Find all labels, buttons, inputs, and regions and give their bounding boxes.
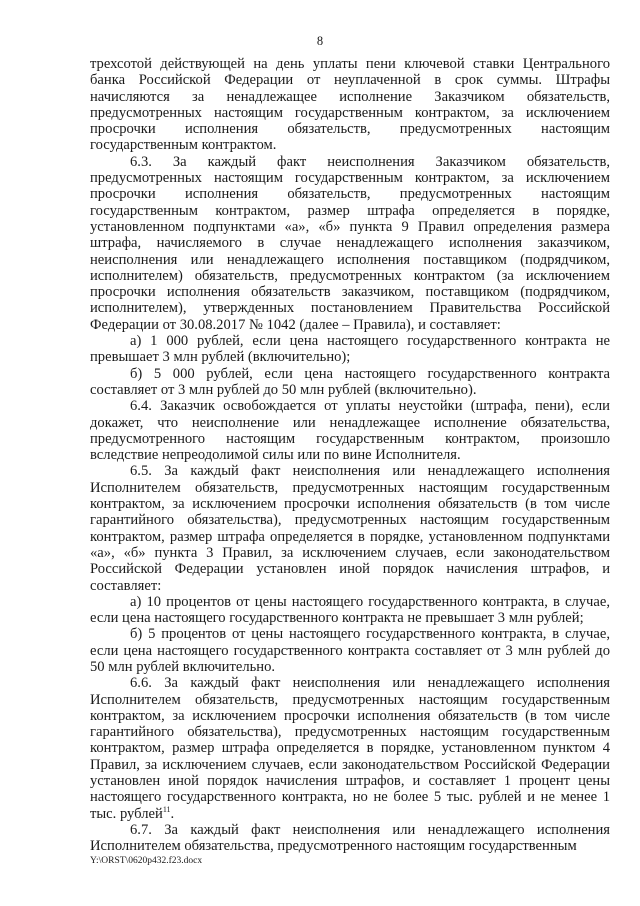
footer-file-path: Y:\ORST\0620p432.f23.docx — [90, 856, 203, 866]
paragraph-6-3-a: а) 1 000 рублей, если цена настоящего государственного контракта не превышает 3 млн рублей (включительно); — [90, 333, 610, 366]
paragraph-6-7: 6.7. За каждый факт неисполнения или ненадлежащего исполнения Исполнителем обязательства, предусмотренного настоящим государственным — [90, 821, 610, 855]
paragraph-6-5-a: а) 10 процентов от цены настоящего государственного контракта, в случае, если цена настоящего государственного контракта не превышает 3 млн рублей; — [90, 593, 610, 627]
paragraph-6-6-text: 6.6. За каждый факт неисполнения или ненадлежащего исполнения Исполнителем обязательств, предусмотренных настоящим государственным контрактом, за исключением просрочки исполнения обязательств (в том числе гарантийного обязательства), предусмотренных настоящим государственным контрактом, размер штрафа определяется в порядке, установленном пунктом 4 Правил, за исключением случаев, если законодательством Российской Федерации установлен иной порядок начисления штрафов, и составляет 1 процент цены настоящего государственного контракта, но не более 5 тыс. рублей и не менее 1 тыс. рублей — [90, 675, 610, 822]
paragraph-6-5-b: б) 5 процентов от цены настоящего государственного контракта, в случае, если цена настоящего государственного контракта составляет от 3 млн рублей до 50 млн рублей включительно. — [90, 626, 610, 675]
document-body — [90, 56, 610, 855]
paragraph-6-3-b: б) 5 000 рублей, если цена настоящего государственного контракта составляет от 3 млн рублей до 50 млн рублей (включительно). — [90, 365, 610, 398]
paragraph-continuation: трехсотой действующей на день уплаты пени ключевой ставки Центрального банка Российской Федерации от неуплаченной в срок суммы. Штрафы начисляются за ненадлежащее исполнение Заказчиком обязательств, предусмотренных настоящим государственным контрактом, за исключением просрочки исполнения обязательств, предусмотренных настоящим государственным контрактом. — [90, 56, 610, 154]
paragraph-6-6 — [90, 675, 610, 822]
page-number: 8 — [316, 34, 324, 48]
paragraph-6-4: 6.4. Заказчик освобождается от уплаты неустойки (штрафа, пени), если докажет, что неисполнение или ненадлежащее исполнение обязательства, предусмотренного настоящим государственным контрактом, произошло вследствие непреодолимой силы или по вине Исполнителя. — [90, 398, 610, 464]
paragraph-6-3: 6.3. За каждый факт неисполнения Заказчиком обязательств, предусмотренных настоящим государственным контрактом, за исключением просрочки исполнения обязательств, предусмотренных настоящим государственным контрактом, размер штрафа определяется в порядке, установленном подпунктами «а», «б» пункта 9 Правил определения размера штрафа, начисляемого в случае ненадлежащего исполнения заказчиком, неисполнения или ненадлежащего исполнения поставщиком (подрядчиком, исполнителем) обязательств, предусмотренных контрактом (за исключением просрочки исполнения обязательств заказчиком, поставщиком (подрядчиком, исполнителем), утвержденных постановлением Правительства Российской Федерации от 30.08.2017 № 1042 (далее – Правила), и составляет: — [90, 153, 610, 333]
paragraph-6-5: 6.5. За каждый факт неисполнения или ненадлежащего исполнения Исполнителем обязательств, предусмотренных настоящим государственным контрактом, за исключением просрочки исполнения обязательств (в том числе гарантийного обязательства), предусмотренных настоящим государственным контрактом, размер штрафа определяется в порядке, установленном подпунктами «а», «б» пункта 3 Правил, за исключением случаев, если законодательством Российской Федерации установлен иной порядок начисления штрафов, и составляет: — [90, 463, 610, 594]
paragraph-6-6-end: . — [170, 805, 175, 822]
footnote-ref[interactable]: 11 — [162, 804, 171, 814]
